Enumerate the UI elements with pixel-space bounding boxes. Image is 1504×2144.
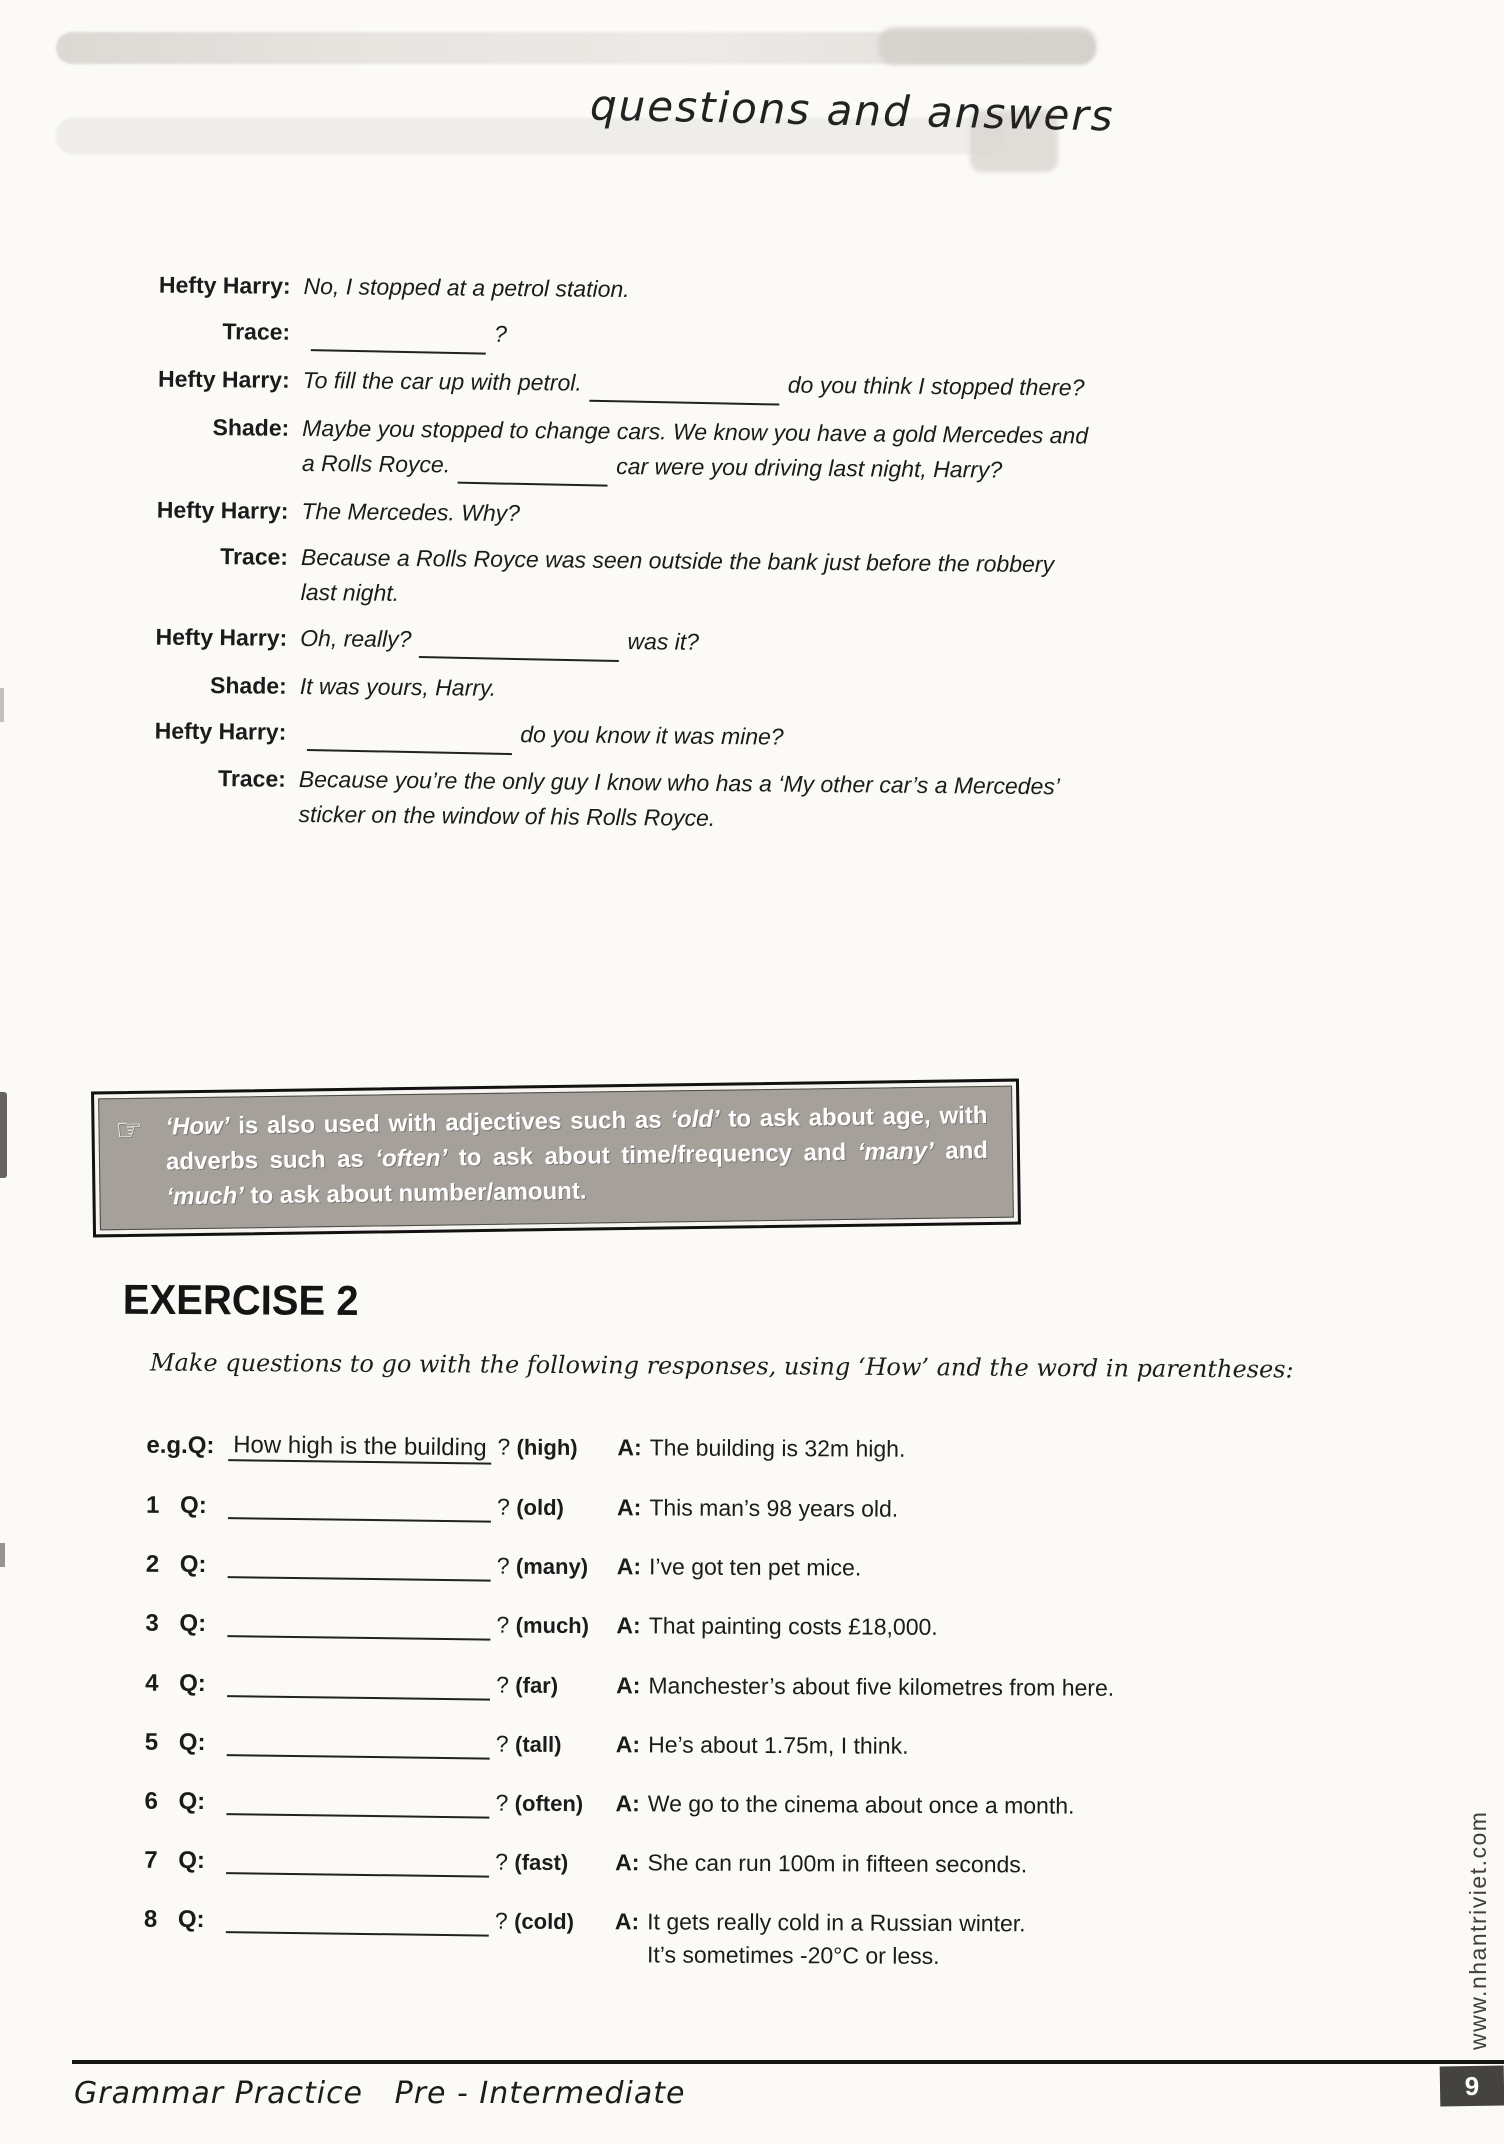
answer-text: This man’s 98 years old. xyxy=(649,1494,899,1522)
answer-label: A: xyxy=(614,1908,640,1935)
dialogue-line xyxy=(150,361,1090,407)
exercise-table xyxy=(144,1429,1387,2001)
note-text xyxy=(98,1086,1014,1231)
answer-label: A: xyxy=(616,1671,641,1698)
question-mark: ? xyxy=(497,1493,510,1520)
dialogue-text xyxy=(300,621,1087,666)
answer-line: It gets really cold in a Russian winter. xyxy=(647,1908,1026,1937)
row-number: 2 xyxy=(145,1550,160,1579)
dialogue-text xyxy=(303,269,1090,312)
question-blank xyxy=(227,1736,490,1759)
question-label: Q: xyxy=(179,1669,206,1697)
dialogue-text-part: Maybe you stopped to change cars. We know you have a gold Mercedes and a Rolls Royce. xyxy=(301,414,1089,478)
row-number: 4 xyxy=(145,1669,159,1697)
answer-blank xyxy=(419,621,620,662)
hint-word: (often) xyxy=(514,1790,584,1816)
dialogue-text-part: Because you’re the only guy I know who has a ‘My other car’s a Mercedes’ sticker on the window of his Rolls Royce. xyxy=(298,766,1059,832)
question-row xyxy=(144,1903,1384,1974)
dialogue-text-part: No, I stopped at a petrol station. xyxy=(303,272,630,303)
hint-word: (many) xyxy=(515,1553,589,1580)
dialogue-text-part: It was yours, Harry. xyxy=(299,672,497,701)
hint-word: (tall) xyxy=(514,1731,562,1757)
hint-word: (old) xyxy=(516,1494,564,1520)
question-mark: ? xyxy=(495,1848,509,1875)
scan-edge-mark xyxy=(0,1543,5,1567)
footer-rule xyxy=(72,2060,1504,2064)
speaker-label: Hefty Harry: xyxy=(158,271,291,299)
dialogue-text-part: do you think I stopped there? xyxy=(787,371,1085,401)
dialogue-line xyxy=(147,619,1087,665)
exercise-heading: EXERCISE 2 xyxy=(122,1277,359,1325)
dialogue-line xyxy=(149,409,1090,490)
example-label: e.g.Q: xyxy=(146,1431,215,1460)
speaker-label: Shade: xyxy=(209,671,287,699)
answer-text: He’s about 1.75m, I think. xyxy=(648,1731,909,1759)
speaker-label: Hefty Harry: xyxy=(154,717,287,745)
note-box xyxy=(91,1079,1021,1238)
answer-label: A: xyxy=(617,1434,642,1461)
dialogue-text xyxy=(303,315,1090,360)
question-label: Q: xyxy=(178,1787,206,1816)
question-blank xyxy=(226,1854,489,1877)
note-text-part: to ask about number/amount. xyxy=(243,1177,587,1209)
question-row xyxy=(145,1666,1385,1705)
dialogue-text-part: ? xyxy=(494,320,508,347)
dialogue-text-part: car were you driving last night, Harry? xyxy=(616,452,1003,483)
speaker-label: Hefty Harry: xyxy=(155,623,288,651)
row-number: 1 xyxy=(146,1491,160,1519)
answer-cell xyxy=(616,1669,1385,1705)
question-blank xyxy=(228,1558,491,1581)
answer-label: A: xyxy=(615,1730,641,1758)
publisher-url-vertical: www.nhantriviet.com xyxy=(1465,1810,1491,2050)
dialogue-text xyxy=(301,540,1089,617)
question-label: Q: xyxy=(179,1610,207,1638)
answer-cell xyxy=(615,1906,1384,1974)
question-label: Q: xyxy=(177,1906,205,1934)
answer-blank xyxy=(311,314,487,354)
dialogue-line xyxy=(146,713,1086,759)
speaker-label: Trace: xyxy=(220,542,289,570)
answer-cell xyxy=(617,1491,1386,1527)
question-mark: ? xyxy=(497,1433,511,1460)
note-term: ‘often’ xyxy=(375,1144,448,1173)
hint-cell xyxy=(490,1671,616,1699)
hint-word: (high) xyxy=(516,1434,578,1461)
question-mark: ? xyxy=(496,1552,510,1579)
chapter-title-handwritten: questions and answers xyxy=(589,80,1116,141)
answer-blank xyxy=(307,713,513,754)
question-mark: ? xyxy=(494,1907,508,1934)
note-text-part: and xyxy=(933,1136,989,1165)
question-blank xyxy=(227,1618,490,1641)
speaker-label: Trace: xyxy=(222,318,291,345)
question-blank xyxy=(228,1499,491,1522)
answer-text xyxy=(647,1906,1384,1974)
book-title-footer: Grammar Practice Pre - Intermediate xyxy=(74,2076,686,2111)
hint-cell xyxy=(489,1908,615,1936)
question-mark: ? xyxy=(495,1730,509,1757)
dialogue-text-part: was it? xyxy=(627,627,700,655)
dialogue-line xyxy=(147,667,1087,711)
answer-label: A: xyxy=(616,1553,642,1580)
dialogue-line xyxy=(145,761,1086,840)
dialogue-text xyxy=(303,363,1090,408)
question-row xyxy=(146,1489,1386,1528)
scan-edge-mark xyxy=(0,688,4,722)
row-number: 6 xyxy=(144,1787,158,1815)
question-row xyxy=(145,1726,1385,1765)
answer-text: That painting costs £18,000. xyxy=(648,1612,938,1641)
answer-label: A: xyxy=(617,1494,642,1521)
question-label: Q: xyxy=(180,1491,207,1520)
answer-cell xyxy=(616,1728,1385,1764)
row-number: 3 xyxy=(145,1610,159,1638)
page-number-badge: 9 xyxy=(1440,2065,1504,2106)
answer-label: A: xyxy=(615,1790,640,1817)
question-mark: ? xyxy=(496,1671,510,1698)
question-label: Q: xyxy=(178,1847,205,1875)
dialogue-text xyxy=(298,762,1086,839)
exercise-instruction: Make questions to go with the following responses, using ‘How’ and the word in parentheses: xyxy=(149,1348,1294,1384)
hint-cell xyxy=(491,1494,617,1522)
row-number: 5 xyxy=(144,1728,159,1756)
speaker-label: Hefty Harry: xyxy=(157,365,290,393)
answer-line: It’s sometimes -20°C or less. xyxy=(646,1940,940,1969)
answer-text: We go to the cinema about once a month. xyxy=(647,1790,1075,1819)
hint-word: (much) xyxy=(515,1613,590,1639)
scan-edge-mark xyxy=(0,1092,7,1178)
dialogue-text xyxy=(299,714,1086,759)
example-row xyxy=(146,1429,1386,1468)
answer-cell xyxy=(616,1610,1385,1646)
dialogue-text-part: Oh, really? xyxy=(300,624,412,652)
question-row xyxy=(146,1548,1386,1587)
hint-cell xyxy=(490,1612,616,1640)
hint-word: (fast) xyxy=(514,1849,569,1876)
dialogue-line xyxy=(150,313,1090,359)
hint-word: (far) xyxy=(515,1672,559,1698)
hint-cell xyxy=(491,1553,617,1581)
hint-cell xyxy=(490,1730,616,1758)
speaker-label: Trace: xyxy=(217,765,286,793)
dialogue-text-part: The Mercedes. Why? xyxy=(301,497,521,526)
example-filled-answer: How high is the building xyxy=(228,1431,491,1464)
answer-text: Manchester’s about five kilometres from here. xyxy=(648,1671,1115,1701)
answer-blank xyxy=(458,446,609,486)
speaker-label: Hefty Harry: xyxy=(156,496,289,524)
question-blank xyxy=(226,1795,489,1818)
question-blank xyxy=(227,1677,490,1700)
answer-text: The building is 32m high. xyxy=(649,1434,906,1462)
answer-label: A: xyxy=(616,1612,641,1639)
answer-cell xyxy=(615,1787,1384,1823)
dialogue-line xyxy=(148,538,1089,617)
scan-artifact-smudge xyxy=(878,27,1096,65)
pointing-hand-icon: ☞ xyxy=(115,1112,143,1149)
dialogue-text-part: Because a Rolls Royce was seen outside the bank just before the robbery last night. xyxy=(300,543,1055,606)
note-text-part: to ask about age, with adverbs such as xyxy=(165,1101,988,1176)
dialogue-text xyxy=(302,411,1090,490)
dialogue-text-part: do you know it was mine? xyxy=(520,720,784,750)
dialogue-block xyxy=(145,268,1090,851)
dialogue-line xyxy=(150,268,1090,312)
question-mark: ? xyxy=(496,1611,510,1639)
answer-text: She can run 100m in fifteen seconds. xyxy=(647,1849,1028,1878)
hint-cell xyxy=(491,1434,617,1462)
question-label: Q: xyxy=(178,1728,206,1756)
question-blank xyxy=(226,1913,489,1936)
note-term: ‘much’ xyxy=(166,1181,245,1211)
speaker-label: Shade: xyxy=(212,413,290,441)
dialogue-text-part: To fill the car up with petrol. xyxy=(302,366,582,396)
answer-cell xyxy=(617,1431,1386,1467)
answer-label: A: xyxy=(615,1849,640,1876)
answer-blank xyxy=(589,365,780,406)
question-row xyxy=(145,1607,1385,1646)
question-label: Q: xyxy=(179,1551,207,1579)
question-row xyxy=(144,1844,1384,1883)
answer-cell xyxy=(617,1550,1386,1586)
row-number: 7 xyxy=(144,1846,158,1874)
note-text-part: is also used with adjectives such as xyxy=(229,1106,671,1140)
answer-cell xyxy=(615,1846,1384,1882)
note-term: ‘How’ xyxy=(165,1112,230,1141)
row-number: 8 xyxy=(143,1906,158,1934)
note-text-part: to ask about time/frequency and xyxy=(447,1138,858,1172)
hint-cell xyxy=(489,1789,615,1817)
question-row xyxy=(144,1785,1384,1824)
answer-text: I’ve got ten pet mice. xyxy=(648,1553,862,1581)
note-term: ‘many’ xyxy=(857,1137,934,1166)
dialogue-text xyxy=(301,494,1088,537)
dialogue-line xyxy=(148,492,1088,536)
hint-word: (cold) xyxy=(514,1909,575,1935)
dialogue-text xyxy=(300,669,1087,712)
question-mark: ? xyxy=(495,1789,509,1816)
note-term: ‘old’ xyxy=(670,1105,720,1134)
hint-cell xyxy=(489,1849,615,1877)
